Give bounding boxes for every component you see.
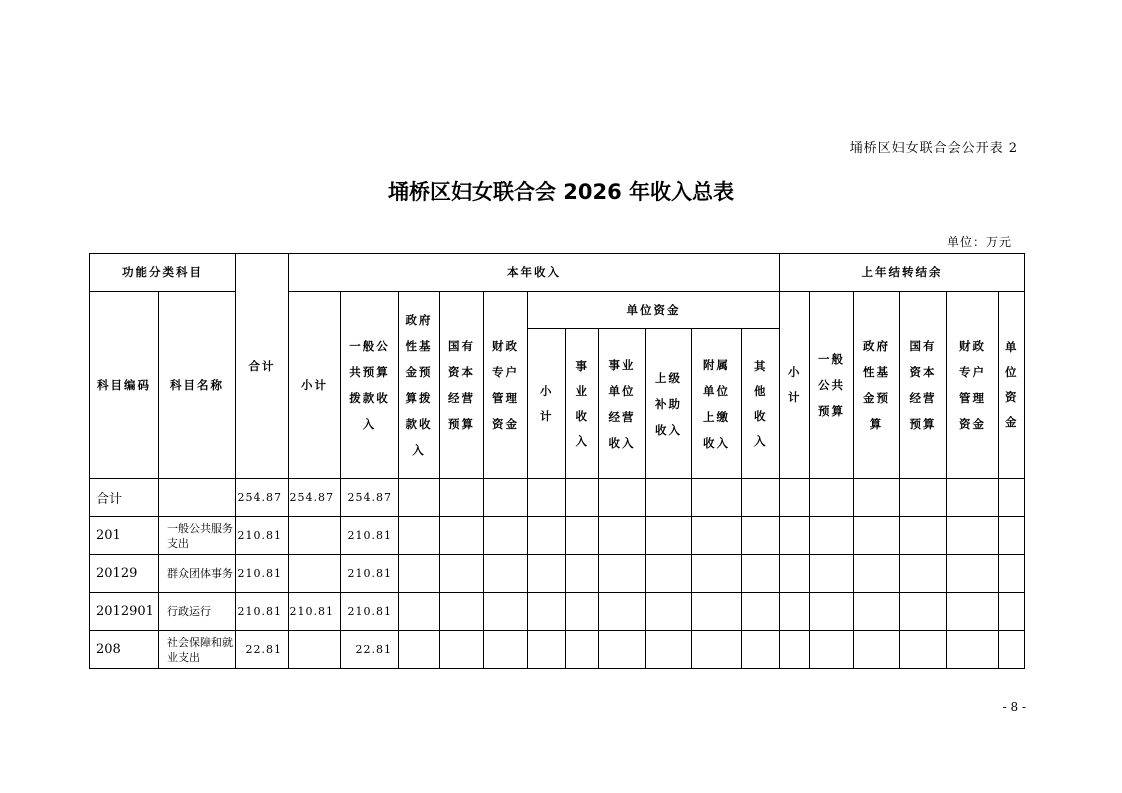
cell-name: 一般公共服务支出 [159, 517, 236, 555]
header-general-budget: 一般公共预算拨款收入 [341, 292, 399, 479]
page-title: 埇桥区妇女联合会 2026 年收入总表 [387, 180, 735, 204]
cell-general: 210.81 [341, 593, 399, 631]
table-row [90, 555, 1025, 593]
header-unit-other: 其他收入 [742, 329, 780, 479]
cell-total: 22.81 [236, 631, 289, 669]
page-number: - 8 - [1002, 700, 1026, 714]
table-row [90, 631, 1025, 669]
cell-total: 210.81 [236, 593, 289, 631]
header-unit-operating: 事业单位经营收入 [599, 329, 646, 479]
cell-code: 20129 [90, 555, 159, 593]
header-code: 科目编码 [90, 292, 159, 479]
cell-general: 22.81 [341, 631, 399, 669]
header-name: 科目名称 [159, 292, 236, 479]
header-unit-business: 事业收入 [566, 329, 599, 479]
header-unit-subtotal: 小计 [528, 329, 566, 479]
header-fiscal-special: 财政专户管理资金 [484, 292, 528, 479]
header-subtotal: 小计 [289, 292, 341, 479]
header-prior-fiscal-special: 财政专户管理资金 [947, 292, 999, 479]
header-prior-unit: 单位资金 [999, 292, 1025, 479]
header-prior-year: 上年结转结余 [780, 254, 1025, 292]
cell-general: 254.87 [341, 479, 399, 517]
cell-total: 210.81 [236, 517, 289, 555]
cell-subtotal [289, 631, 341, 669]
table-row [90, 517, 1025, 555]
header-prior-subtotal: 小计 [780, 292, 810, 479]
cell-code: 201 [90, 517, 159, 555]
cell-code: 2012901 [90, 593, 159, 631]
header-total: 合计 [236, 254, 289, 479]
table-row [90, 593, 1025, 631]
header-prior-state-capital: 国有资本经营预算 [900, 292, 947, 479]
cell-name [159, 479, 236, 517]
cell-subtotal [289, 517, 341, 555]
header-prior-general: 一般公共预算 [810, 292, 854, 479]
cell-name: 群众团体事务 [159, 555, 236, 593]
header-unit-funds: 单位资金 [528, 292, 780, 329]
cell-total: 210.81 [236, 555, 289, 593]
cell-total: 254.87 [236, 479, 289, 517]
cell-subtotal [289, 555, 341, 593]
cell-subtotal: 254.87 [289, 479, 341, 517]
income-summary-table [89, 253, 1025, 669]
cell-name: 社会保障和就业支出 [159, 631, 236, 669]
cell-name: 行政运行 [159, 593, 236, 631]
table-row [90, 479, 1025, 517]
header-unit-affiliated: 附属单位上缴收入 [692, 329, 742, 479]
header-gov-fund: 政府性基金预算拨款收入 [399, 292, 440, 479]
header-unit-subsidy: 上级补助收入 [646, 329, 692, 479]
header-func-class: 功能分类科目 [90, 254, 236, 292]
header-prior-gov-fund: 政府性基金预算 [854, 292, 900, 479]
cell-code: 208 [90, 631, 159, 669]
form-label: 埇桥区妇女联合会公开表 2 [849, 141, 1018, 156]
cell-code: 合计 [90, 479, 159, 517]
unit-label: 单位：万元 [946, 235, 1012, 249]
header-state-capital: 国有资本经营预算 [440, 292, 484, 479]
cell-subtotal: 210.81 [289, 593, 341, 631]
header-current-year: 本年收入 [289, 254, 780, 292]
cell-general: 210.81 [341, 555, 399, 593]
cell-general: 210.81 [341, 517, 399, 555]
